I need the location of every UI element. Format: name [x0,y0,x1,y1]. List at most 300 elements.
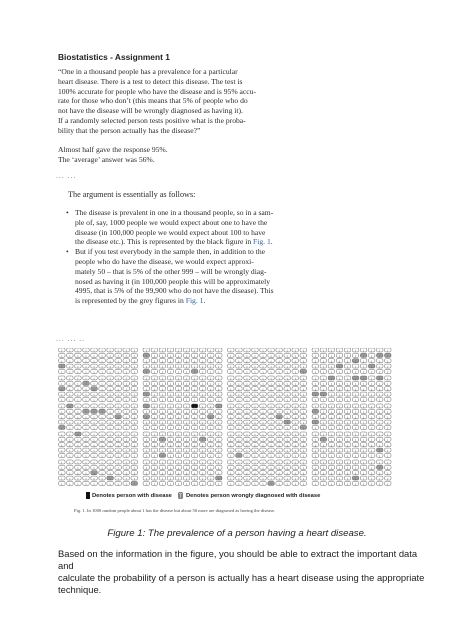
person-healthy-icon [360,369,366,373]
person-healthy-icon [159,432,165,436]
person-healthy-icon [175,465,181,469]
person-misdiagnosed-icon [312,392,318,396]
person-healthy-icon [131,364,137,368]
person-healthy-icon [276,425,282,429]
person-healthy-icon [268,453,274,457]
person-healthy-icon [228,437,234,441]
person-healthy-icon [83,404,89,408]
person-healthy-icon [191,387,197,391]
person-healthy-icon [167,392,173,396]
person-healthy-icon [260,415,266,419]
person-healthy-icon [83,465,89,469]
person-healthy-icon [175,476,181,480]
person-healthy-icon [360,432,366,436]
person-healthy-icon [328,420,334,424]
person-healthy-icon [143,359,149,363]
person-healthy-icon [99,369,105,373]
person-healthy-icon [336,425,342,429]
person-healthy-icon [107,364,113,368]
person-healthy-icon [284,387,290,391]
person-healthy-icon [167,453,173,457]
person-healthy-icon [208,425,214,429]
person-healthy-icon [385,409,391,413]
bullet-line: 4995, that is 5% of the 99,900 who do not have the disease). This [75,286,274,296]
person-healthy-icon [216,348,222,352]
person-healthy-icon [208,397,214,401]
person-healthy-icon [276,443,282,447]
person-healthy-icon [344,460,350,464]
person-healthy-icon [91,397,97,401]
person-healthy-icon [284,481,290,485]
person-healthy-icon [183,453,189,457]
person-healthy-icon [131,453,137,457]
person-healthy-icon [167,448,173,452]
person-misdiagnosed-icon [360,353,366,357]
person-healthy-icon [284,443,290,447]
person-healthy-icon [328,471,334,475]
person-misdiagnosed-icon [320,437,326,441]
person-healthy-icon [183,397,189,401]
bullet-line: • The disease is prevalent in one in a thousand people, so in a sam- [75,208,274,217]
bullet-item [66,208,298,247]
person-healthy-icon [131,404,137,408]
person-healthy-icon [385,364,391,368]
person-healthy-icon [75,387,81,391]
person-healthy-icon [328,387,334,391]
person-healthy-icon [216,369,222,373]
person-healthy-icon [67,465,73,469]
person-healthy-icon [151,437,157,441]
person-healthy-icon [328,481,334,485]
bullet-line: people who do have the disease, we would expect approxi- [75,256,254,266]
person-healthy-icon [377,476,383,480]
person-healthy-icon [191,453,197,457]
person-misdiagnosed-icon [59,387,65,391]
person-healthy-icon [151,364,157,368]
person-healthy-icon [312,387,318,391]
person-healthy-icon [131,443,137,447]
person-healthy-icon [336,387,342,391]
bullet-text: the disease etc.). This is represented by the black figure in [75,237,254,247]
person-healthy-icon [199,471,205,475]
person-healthy-icon [67,448,73,452]
person-healthy-icon [236,404,242,408]
person-healthy-icon [75,443,81,447]
person-healthy-icon [284,397,290,401]
person-healthy-icon [183,409,189,413]
person-healthy-icon [300,409,306,413]
person-healthy-icon [123,415,129,419]
person-healthy-icon [385,453,391,457]
person-healthy-icon [276,437,282,441]
person-healthy-icon [75,420,81,424]
person-healthy-icon [167,460,173,464]
person-healthy-icon [244,437,250,441]
person-misdiagnosed-icon [320,392,326,396]
person-healthy-icon [268,397,274,401]
person-healthy-icon [336,460,342,464]
person-healthy-icon [75,476,81,480]
person-healthy-icon [159,420,165,424]
person-healthy-icon [244,476,250,480]
person-healthy-icon [107,432,113,436]
person-healthy-icon [191,425,197,429]
quote-line: 100% accurate for people who have the disease and is 95% accu- [58,86,256,96]
person-healthy-icon [344,471,350,475]
person-healthy-icon [336,437,342,441]
person-healthy-icon [236,392,242,396]
person-healthy-icon [385,448,391,452]
figure-link[interactable]: Fig. 1 [253,237,271,247]
person-healthy-icon [368,471,374,475]
person-healthy-icon [252,420,258,424]
person-healthy-icon [300,348,306,352]
person-misdiagnosed-icon [143,415,149,419]
person-healthy-icon [167,369,173,373]
person-healthy-icon [368,415,374,419]
person-healthy-icon [167,381,173,385]
person-healthy-icon [228,353,234,357]
person-healthy-icon [167,443,173,447]
person-healthy-icon [328,437,334,441]
person-healthy-icon [208,404,214,408]
person-healthy-icon [236,471,242,475]
person-healthy-icon [123,397,129,401]
person-healthy-icon [175,443,181,447]
person-healthy-icon [91,353,97,357]
person-healthy-icon [284,476,290,480]
person-healthy-icon [216,453,222,457]
legend-label: Denotes person with disease [92,492,172,499]
person-healthy-icon [208,420,214,424]
person-healthy-icon [208,481,214,485]
person-healthy-icon [260,348,266,352]
person-healthy-icon [91,348,97,352]
person-misdiagnosed-icon [268,481,274,485]
person-healthy-icon [67,437,73,441]
person-healthy-icon [352,448,358,452]
person-healthy-icon [131,353,137,357]
person-healthy-icon [292,397,298,401]
person-healthy-icon [320,448,326,452]
person-healthy-icon [151,432,157,436]
person-healthy-icon [131,397,137,401]
person-healthy-icon [360,453,366,457]
figure-link[interactable]: Fig. 1 [185,296,204,306]
person-healthy-icon [151,348,157,352]
person-healthy-icon [75,392,81,396]
person-healthy-icon [175,392,181,396]
person-healthy-icon [131,392,137,396]
person-healthy-icon [344,387,350,391]
person-healthy-icon [252,353,258,357]
person-healthy-icon [175,437,181,441]
person-healthy-icon [216,364,222,368]
person-healthy-icon [360,443,366,447]
person-healthy-icon [292,460,298,464]
person-healthy-icon [75,448,81,452]
person-healthy-icon [115,348,121,352]
person-misdiagnosed-icon [107,476,113,480]
person-healthy-icon [292,465,298,469]
person-healthy-icon [131,425,137,429]
person-healthy-icon [107,348,113,352]
person-healthy-icon [151,453,157,457]
person-misdiagnosed-icon [143,369,149,373]
person-healthy-icon [328,415,334,419]
person-healthy-icon [292,420,298,424]
person-healthy-icon [167,348,173,352]
person-healthy-icon [107,465,113,469]
person-healthy-icon [123,465,129,469]
person-healthy-icon [208,376,214,380]
person-healthy-icon [360,425,366,429]
person-healthy-icon [336,348,342,352]
person-healthy-icon [368,353,374,357]
person-healthy-icon [244,404,250,408]
bullet-line: disease (in 100,000 people we would expect about 100 to have [75,227,266,237]
person-healthy-icon [99,404,105,408]
person-healthy-icon [320,425,326,429]
omission-ellipsis: ... ... [56,173,77,180]
person-healthy-icon [107,437,113,441]
person-healthy-icon [268,348,274,352]
person-healthy-icon [131,387,137,391]
person-healthy-icon [377,425,383,429]
person-healthy-icon [123,476,129,480]
person-healthy-icon [268,369,274,373]
person-healthy-icon [284,392,290,396]
person-healthy-icon [344,381,350,385]
person-healthy-icon [167,481,173,485]
person-healthy-icon [91,381,97,385]
person-healthy-icon [268,415,274,419]
person-healthy-icon [131,359,137,363]
person-healthy-icon [260,471,266,475]
person-healthy-icon [167,364,173,368]
person-healthy-icon [320,348,326,352]
person-healthy-icon [300,397,306,401]
person-healthy-icon [99,387,105,391]
person-healthy-icon [352,364,358,368]
person-healthy-icon [167,409,173,413]
person-healthy-icon [143,443,149,447]
person-healthy-icon [260,364,266,368]
instructions-paragraph [58,548,430,596]
person-healthy-icon [91,448,97,452]
person-healthy-icon [199,443,205,447]
person-healthy-icon [344,359,350,363]
person-healthy-icon [344,448,350,452]
person-healthy-icon [143,348,149,352]
person-healthy-icon [208,432,214,436]
person-healthy-icon [67,460,73,464]
person-healthy-icon [368,359,374,363]
person-healthy-icon [236,432,242,436]
person-healthy-icon [99,415,105,419]
person-healthy-icon [352,415,358,419]
person-healthy-icon [368,448,374,452]
person-healthy-icon [260,387,266,391]
person-healthy-icon [252,381,258,385]
person-healthy-icon [151,381,157,385]
person-healthy-icon [252,453,258,457]
person-healthy-icon [260,359,266,363]
person-healthy-icon [377,460,383,464]
person-healthy-icon [167,432,173,436]
person-healthy-icon [151,359,157,363]
person-healthy-icon [123,392,129,396]
person-healthy-icon [236,437,242,441]
person-healthy-icon [115,453,121,457]
person-healthy-icon [284,364,290,368]
person-healthy-icon [228,369,234,373]
person-healthy-icon [312,348,318,352]
person-healthy-icon [320,420,326,424]
person-healthy-icon [385,376,391,380]
quote-line: “One in a thousand people has a prevalence for a particular [58,67,238,76]
person-healthy-icon [352,420,358,424]
person-healthy-icon [199,392,205,396]
person-healthy-icon [260,432,266,436]
person-healthy-icon [377,481,383,485]
person-healthy-icon [276,476,282,480]
person-misdiagnosed-icon [178,492,183,499]
bullet-text: is represented by the grey figures in [75,296,186,306]
person-healthy-icon [183,432,189,436]
person-healthy-icon [236,369,242,373]
person-healthy-icon [175,453,181,457]
person-healthy-icon [344,376,350,380]
person-healthy-icon [312,369,318,373]
person-healthy-icon [244,415,250,419]
person-healthy-icon [320,481,326,485]
person-healthy-icon [59,415,65,419]
person-healthy-icon [336,409,342,413]
person-healthy-icon [236,465,242,469]
person-healthy-icon [236,415,242,419]
person-healthy-icon [368,348,374,352]
person-healthy-icon [252,460,258,464]
person-healthy-icon [344,437,350,441]
figure-legend [86,492,386,504]
person-healthy-icon [344,392,350,396]
person-healthy-icon [244,481,250,485]
person-healthy-icon [368,404,374,408]
person-healthy-icon [244,353,250,357]
person-healthy-icon [385,381,391,385]
person-healthy-icon [143,397,149,401]
person-healthy-icon [244,364,250,368]
person-misdiagnosed-icon [284,420,290,424]
person-healthy-icon [228,348,234,352]
person-healthy-icon [312,404,318,408]
person-healthy-icon [344,425,350,429]
person-healthy-icon [336,392,342,396]
person-healthy-icon [151,420,157,424]
person-healthy-icon [99,420,105,424]
person-healthy-icon [352,381,358,385]
person-healthy-icon [107,425,113,429]
person-healthy-icon [320,376,326,380]
person-healthy-icon [183,392,189,396]
person-healthy-icon [260,425,266,429]
person-healthy-icon [151,460,157,464]
person-healthy-icon [368,420,374,424]
person-healthy-icon [67,453,73,457]
person-healthy-icon [167,471,173,475]
person-healthy-icon [252,448,258,452]
person-healthy-icon [208,353,214,357]
person-healthy-icon [99,460,105,464]
person-healthy-icon [59,404,65,408]
person-healthy-icon [115,425,121,429]
person-healthy-icon [385,465,391,469]
person-healthy-icon [75,481,81,485]
person-healthy-icon [344,443,350,447]
person-misdiagnosed-icon [300,425,306,429]
person-healthy-icon [115,465,121,469]
person-healthy-icon [191,448,197,452]
person-healthy-icon [312,476,318,480]
person-healthy-icon [199,404,205,408]
person-misdiagnosed-icon [75,432,81,436]
person-healthy-icon [151,443,157,447]
person-healthy-icon [268,425,274,429]
person-healthy-icon [83,364,89,368]
person-healthy-icon [216,465,222,469]
person-healthy-icon [252,364,258,368]
person-healthy-icon [360,348,366,352]
person-healthy-icon [336,481,342,485]
person-healthy-icon [300,364,306,368]
legend-label: Denotes person wrongly diagnosed with disease [186,492,321,499]
person-healthy-icon [344,353,350,357]
person-healthy-icon [151,397,157,401]
person-healthy-icon [292,404,298,408]
person-healthy-icon [159,465,165,469]
person-healthy-icon [244,443,250,447]
person-healthy-icon [216,397,222,401]
person-healthy-icon [191,348,197,352]
person-misdiagnosed-icon [368,364,374,368]
person-healthy-icon [300,381,306,385]
person-healthy-icon [131,409,137,413]
person-healthy-icon [244,460,250,464]
person-healthy-icon [91,432,97,436]
person-healthy-icon [131,369,137,373]
person-healthy-icon [83,387,89,391]
person-healthy-icon [385,369,391,373]
person-healthy-icon [336,420,342,424]
person-healthy-icon [67,364,73,368]
person-misdiagnosed-icon [312,420,318,424]
person-healthy-icon [59,353,65,357]
person-healthy-icon [320,460,326,464]
person-healthy-icon [368,369,374,373]
person-healthy-icon [260,465,266,469]
person-healthy-icon [292,443,298,447]
person-healthy-icon [300,415,306,419]
person-misdiagnosed-icon [83,409,89,413]
person-healthy-icon [344,432,350,436]
person-misdiagnosed-icon [328,376,334,380]
person-healthy-icon [236,409,242,413]
person-healthy-icon [252,476,258,480]
person-healthy-icon [199,432,205,436]
person-healthy-icon [276,348,282,352]
person-healthy-icon [292,376,298,380]
